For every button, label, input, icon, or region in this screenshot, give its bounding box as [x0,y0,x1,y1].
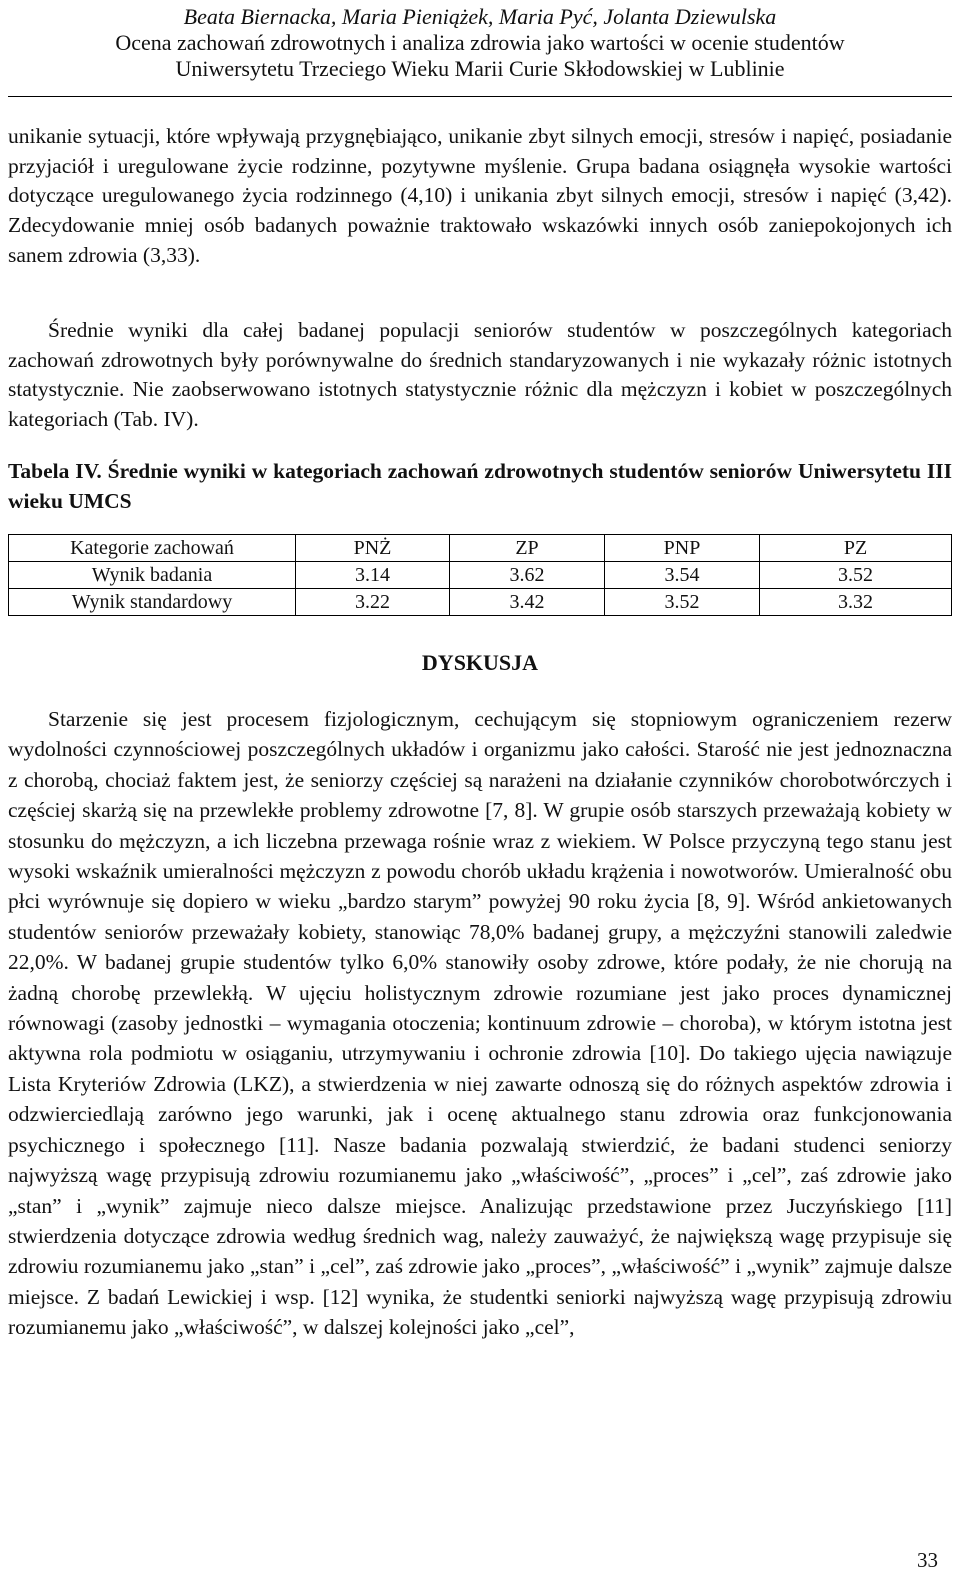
header-title-line-2: Uniwersytetu Trzeciego Wieku Marii Curie Skłodowskiej w Lublinie [175,56,785,81]
table-cell: 3.14 [296,562,450,589]
table-header-row [9,535,952,562]
table-row [9,562,952,589]
table-header-cell: PZ [760,535,952,562]
table-header-cell: PNŻ [296,535,450,562]
header-divider [8,96,952,97]
page-number: 33 [917,1548,938,1572]
table-header-cell: ZP [450,535,605,562]
header-title-line-1: Ocena zachowań zdrowotnych i analiza zdrowia jako wartości w ocenie studentów [115,30,845,55]
table-cell: 3.32 [760,589,952,616]
table-cell: Wynik badania [9,562,296,589]
running-header [8,4,952,82]
table-cell: 3.62 [450,562,605,589]
table-header-cell: PNP [605,535,760,562]
paragraph-1: unikanie sytuacji, które wpływają przygnębiająco, unikanie zbyt silnych emocji, stresów i napięć, posiadanie przyjaciół i uregulowane życie rodzinne, pozytywne myślenie. Grupa badana osiągnęła wysokie wartości dotyczące uregulowanego życia rodzinnego (4,10) i unikania zbyt silnych emocji, stresów i napięć (3,42). Zdecydowanie mniej osób badanych poważnie traktowało wskazówki innych osób zaniepokojonych ich sanem zdrowia (3,33). [8,124,952,267]
section-heading: DYSKUSJA [421,650,539,675]
table-cell: 3.52 [760,562,952,589]
table-cell: 3.42 [450,589,605,616]
table-row [9,589,952,616]
table-cell: 3.52 [605,589,760,616]
table-caption: Tabela IV. Średnie wyniki w kategoriach zachowań zdrowotnych studentów seniorów Uniwersytetu III wieku UMCS [8,459,952,513]
paragraph-3: Starzenie się jest procesem fizjologicznym, cechującym się stopniowym ograniczeniem rezerw wydolności czynnościowej poszczególnych układów i organizmu jako całości. Starość nie jest jednoznaczna z chorobą, chociaż faktem jest, że seniorzy częściej są narażeni na działanie czynników chorobotwórczych i częściej skarżą się na przewlekłe problemy zdrowotne [7, 8]. W grupie osób starszych przeważają kobiety w stosunku do mężczyzn, a ich liczebna przewaga rośnie wraz z wiekiem. W Polsce przyczyną tego stanu jest wysoki wskaźnik umieralności mężczyzn z powodu chorób układu krążenia i nowotworów. Umieralność obu płci wyrównuje się dopiero w wieku „bardzo starym” powyżej 90 roku życia [8, 9]. Wśród ankietowanych studentów seniorów przeważały kobiety, stanowiąc 78,0% badanej grupy, a mężczyźni stanowili zaledwie 22,0%. W badanej grupie studentów tylko 6,0% stanowiły osoby zdrowe, które podały, że nie chorują na żadną chorobę przewlekłą. W ujęciu holistycznym zdrowie rozumiane jest jako proces dynamicznej równowagi (zasoby jednostki – wymagania otoczenia; kontinuum zdrowie – choroba), w którym istotna jest aktywna rola podmiotu w osiąganiu, utrzymywaniu i ochronie zdrowia [10]. Do takiego ujęcia nawiązuje Lista Kryteriów Zdrowia (LKZ), a stwierdzenia w niej zawarte odnoszą się do różnych aspektów zdrowia i odzwierciedlają zarówno jego warunki, jak i ocenę aktualnego stanu zdrowia oraz funkcjonowania psychicznego i społecznego [11]. Nasze badania pozwalają stwierdzić, że badani studenci seniorzy najwyższą wagę przypisują zdrowiu rozumianemu jako „właściwość”, „proces” i „cel”, zaś zdrowie jako „stan” i „wynik” zajmuje nieco dalsze miejsce. Analizując przedstawione przez Juczyńskiego [11] stwierdzenia dotyczące zdrowia według średnich wag, należy zauważyć, że największą wagę przypisuje się zdrowiu rozumianemu jako „stan” i „cel”, zaś zdrowie jako „proces”, „właściwość” i „wynik” zajmuje dalsze miejsce. Z badań Lewickiej i wsp. [12] wynika, że studentki seniorki najwyższą wagę przypisują zdrowiu rozumianemu jako „właściwość”, w dalszej kolejności jako „cel”, [8,707,952,1340]
table-cell: 3.22 [296,589,450,616]
table-cell: Wynik standardowy [9,589,296,616]
results-table [8,534,952,616]
table-cell: 3.54 [605,562,760,589]
paragraph-2: Średnie wyniki dla całej badanej populacji seniorów studentów w poszczególnych kategoriach zachowań zdrowotnych były porównywalne do średnich standaryzowanych i nie wykazały różnic istotnych statystycznie. Nie zaobserwowano istotnych statystycznie różnic dla mężczyzn i kobiet w poszczególnych kategoriach (Tab. IV). [8,318,952,432]
header-authors: Beata Biernacka, Maria Pieniążek, Maria Pyć, Jolanta Dziewulska [183,4,777,29]
table-header-cell: Kategorie zachowań [9,535,296,562]
